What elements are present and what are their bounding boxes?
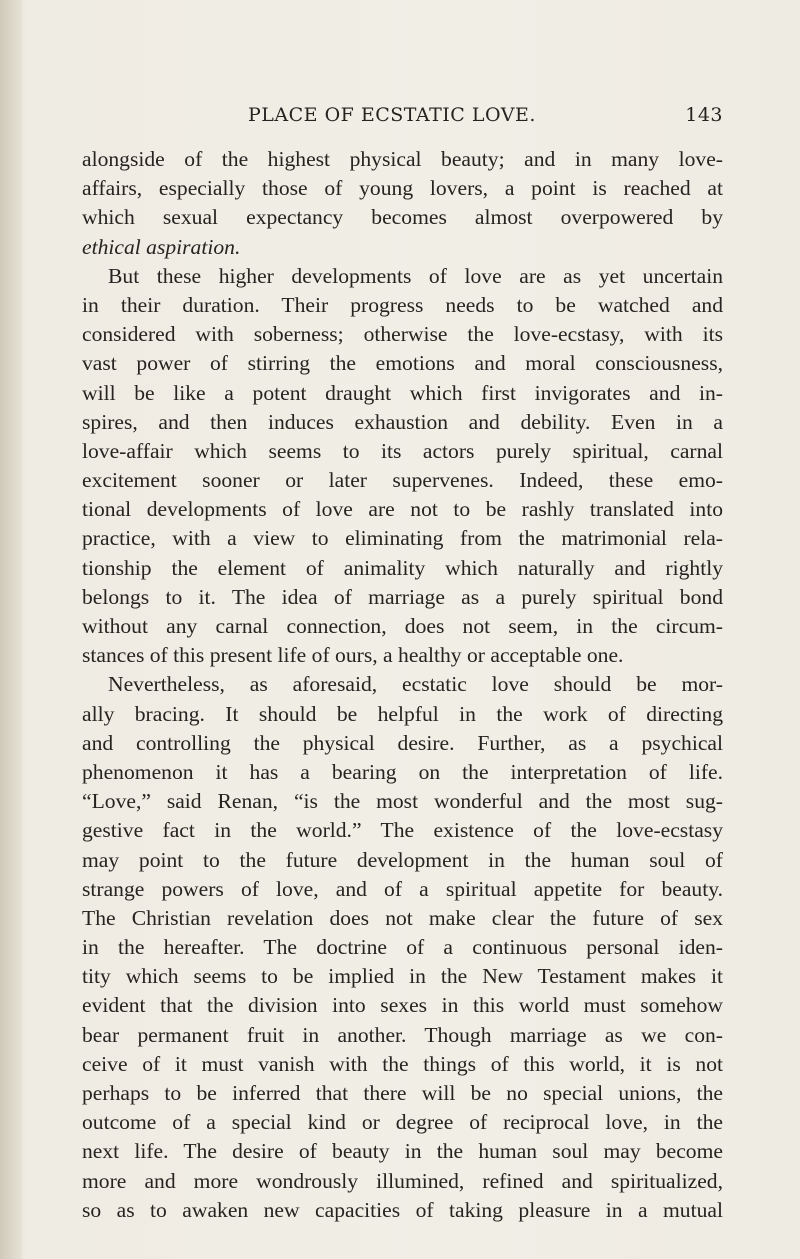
text-line: excitement sooner or later supervenes. Indeed, these emo- (82, 468, 723, 493)
text-line: practice, with a view to eliminating from the matrimonial rela- (82, 526, 723, 551)
text-line: spires, and then induces exhaustion and debility. Even in a (82, 409, 723, 434)
text-line: perhaps to be inferred that there will be no special unions, the (82, 1081, 723, 1105)
text-line: which sexual expectancy becomes almost overpowered by (82, 205, 723, 230)
body-text (82, 145, 723, 1225)
text-line: evident that the division into sexes in this world must somehow (82, 993, 723, 1018)
page-gutter (0, 0, 22, 1259)
text-line: phenomenon it has a bearing on the interpretation of life. (82, 759, 723, 784)
page-number: 143 (685, 104, 723, 126)
text-line: more and more wondrously illumined, refined and spiritualized, (82, 1168, 723, 1193)
text-line: bear permanent fruit in another. Though marriage as we con- (82, 1022, 723, 1047)
text-line: belongs to it. The idea of marriage as a purely spiritual bond (82, 584, 723, 609)
text-line: alongside of the highest physical beauty; and in many love- (82, 147, 723, 171)
text-line: “Love,” said Renan, “is the most wonderful and the most sug- (82, 789, 723, 814)
text-line: ally bracing. It should be helpful in the work of directing (82, 701, 723, 726)
text-line: stances of this present life of ours, a healthy or acceptable one. (82, 643, 624, 668)
paragraph-start: Nevertheless, as aforesaid, ecstatic love should be mor- (108, 672, 723, 697)
text-line: ethical aspiration. (82, 234, 241, 259)
paragraph-start: But these higher developments of love are as yet uncertain (108, 263, 723, 288)
text-line: and controlling the physical desire. Further, as a psychical (82, 730, 723, 755)
text-line: tionship the element of animality which naturally and rightly (82, 555, 723, 580)
text-line: gestive fact in the world.” The existence of the love-ecstasy (82, 818, 723, 843)
text-line: may point to the future development in the human soul of (82, 847, 723, 872)
text-line: will be like a potent draught which first invigorates and in- (82, 380, 723, 405)
text-line: love-affair which seems to its actors purely spiritual, carnal (82, 438, 723, 463)
text-line: The Christian revelation does not make clear the future of sex (82, 905, 723, 930)
text-line: considered with soberness; otherwise the love-ecstasy, with its (82, 322, 723, 347)
text-line: in the hereafter. The doctrine of a continuous personal iden- (82, 935, 723, 960)
text-line: ceive of it must vanish with the things of this world, it is not (82, 1051, 723, 1076)
text-line: in their duration. Their progress needs to be watched and (82, 292, 723, 317)
text-line: without any carnal connection, does not seem, in the circum- (82, 614, 723, 638)
text-line: next life. The desire of beauty in the human soul may become (82, 1139, 723, 1164)
text-line: so as to awaken new capacities of taking pleasure in a mutual (82, 1197, 723, 1222)
running-title: PLACE OF ECSTATIC LOVE. (248, 104, 536, 126)
text-line: tional developments of love are not to be rashly translated into (82, 497, 723, 522)
text-line: vast power of stirring the emotions and moral consciousness, (82, 351, 723, 376)
text-line: outcome of a special kind or degree of reciprocal love, in the (82, 1110, 723, 1135)
text-line: tity which seems to be implied in the New Testament makes it (82, 964, 723, 989)
text-line: affairs, especially those of young lovers, a point is reached at (82, 176, 723, 201)
text-line: strange powers of love, and of a spiritual appetite for beauty. (82, 876, 723, 901)
